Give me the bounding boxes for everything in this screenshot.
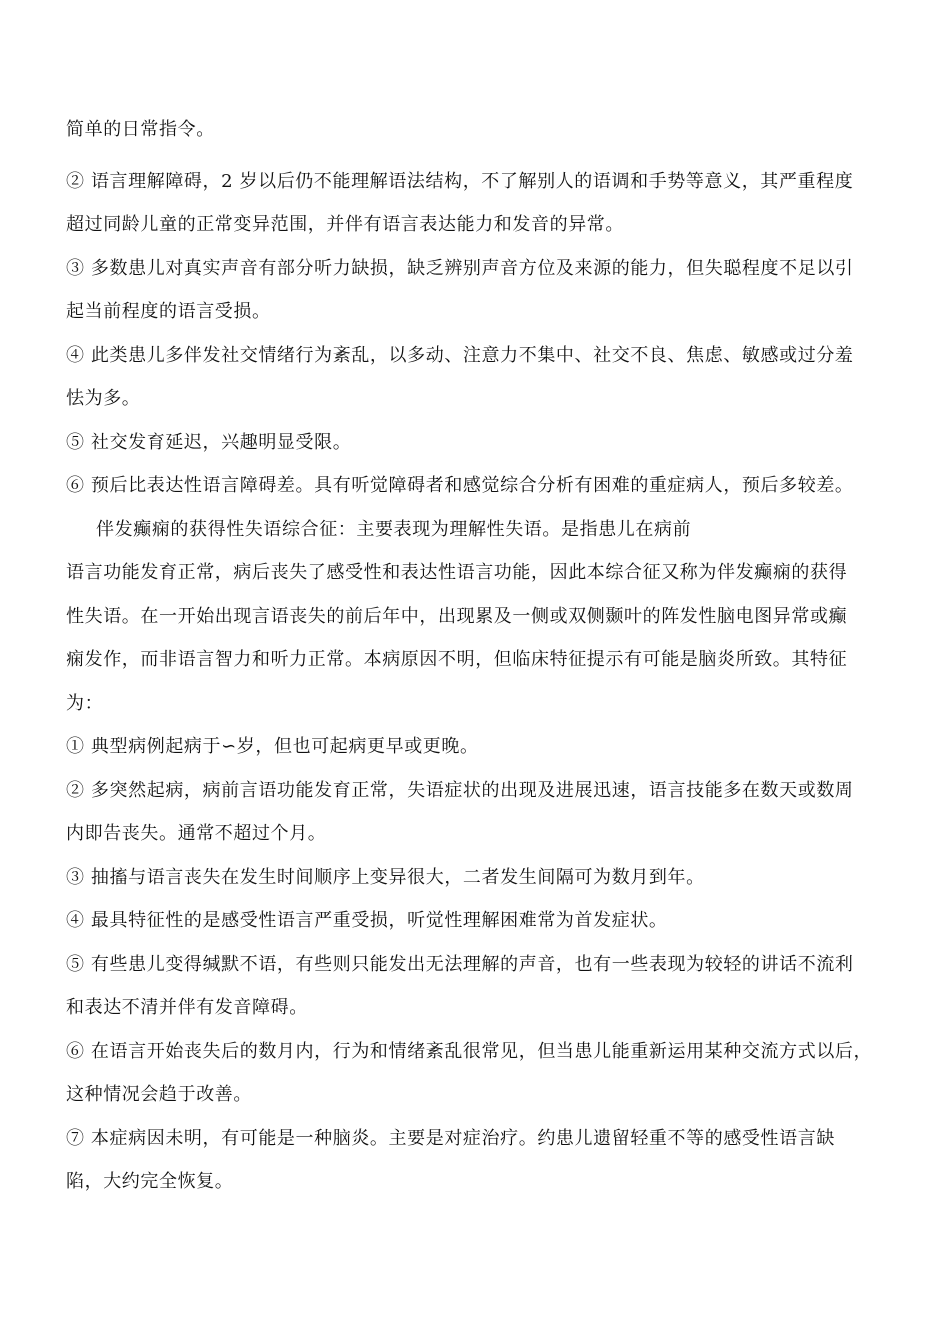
text-line: ⑥ 预后比表达性语言障碍差。具有听觉障碍者和感觉综合分析有困难的重症病人，预后多较差。: [66, 475, 854, 496]
text-line: 为：: [66, 693, 104, 714]
text-line: ⑦ 本症病因未明，有可能是一种脑炎。主要是对症治疗。约患儿遗留轻重不等的感受性语言缺: [66, 1128, 835, 1149]
text-line: ② 语言理解障碍，2 岁以后仍不能理解语法结构，不了解别人的语调和手势等意义，其严重程度: [66, 171, 854, 192]
text-line: ⑤ 社交发育延迟，兴趣明显受限。: [66, 432, 352, 453]
text-line: 痫发作，而非语言智力和听力正常。本病原因不明，但临床特征提示有可能是脑炎所致。其特征: [66, 649, 848, 670]
text-line: ④ 最具特征性的是感受性语言严重受损，听觉性理解困难常为首发症状。: [66, 910, 668, 931]
text-line: ④ 此类患儿多伴发社交情绪行为紊乱，以多动、注意力不集中、社交不良、焦虑、敏感或过分羞: [66, 345, 854, 366]
text-line: 和表达不清并伴有发音障碍。: [66, 997, 308, 1018]
text-line: ③ 多数患儿对真实声音有部分听力缺损，缺乏辨别声音方位及来源的能力，但失聪程度不足以引: [66, 258, 854, 279]
text-line: 简单的日常指令。: [66, 119, 215, 140]
text-line: 怯为多。: [66, 388, 141, 409]
text-line: 超过同龄儿童的正常变异范围，并伴有语言表达能力和发音的异常。: [66, 214, 624, 235]
text-line: 陷，大约完全恢复。: [66, 1171, 234, 1192]
text-line: 起当前程度的语言受损。: [66, 301, 271, 322]
text-line: 内即告丧失。通常不超过个月。: [66, 823, 327, 844]
text-line: ⑤ 有些患儿变得缄默不语，有些则只能发出无法理解的声音，也有一些表现为较轻的讲话不流利: [66, 954, 854, 975]
text-line: ① 典型病例起病于∽岁，但也可起病更早或更晚。: [66, 736, 479, 757]
section-heading: 伴发癫痫的获得性失语综合征：主要表现为理解性失语。是指患儿在病前: [96, 519, 692, 540]
text-line: 性失语。在一开始出现言语丧失的前后年中，出现累及一侧或双侧颞叶的阵发性脑电图异常或癫: [66, 606, 848, 627]
text-line: ⑥ 在语言开始丧失后的数月内，行为和情绪紊乱很常见，但当患儿能重新运用某种交流方式以后，: [66, 1041, 873, 1062]
text-line: ② 多突然起病，病前言语功能发育正常，失语症状的出现及进展迅速，语言技能多在数天或数周: [66, 780, 854, 801]
text-line: 这种情况会趋于改善。: [66, 1084, 252, 1105]
text-line: 语言功能发育正常，病后丧失了感受性和表达性语言功能，因此本综合征又称为伴发癫痫的获得: [66, 562, 848, 583]
text-line: ③ 抽搐与语言丧失在发生时间顺序上变异很大，二者发生间隔可为数月到年。: [66, 867, 705, 888]
